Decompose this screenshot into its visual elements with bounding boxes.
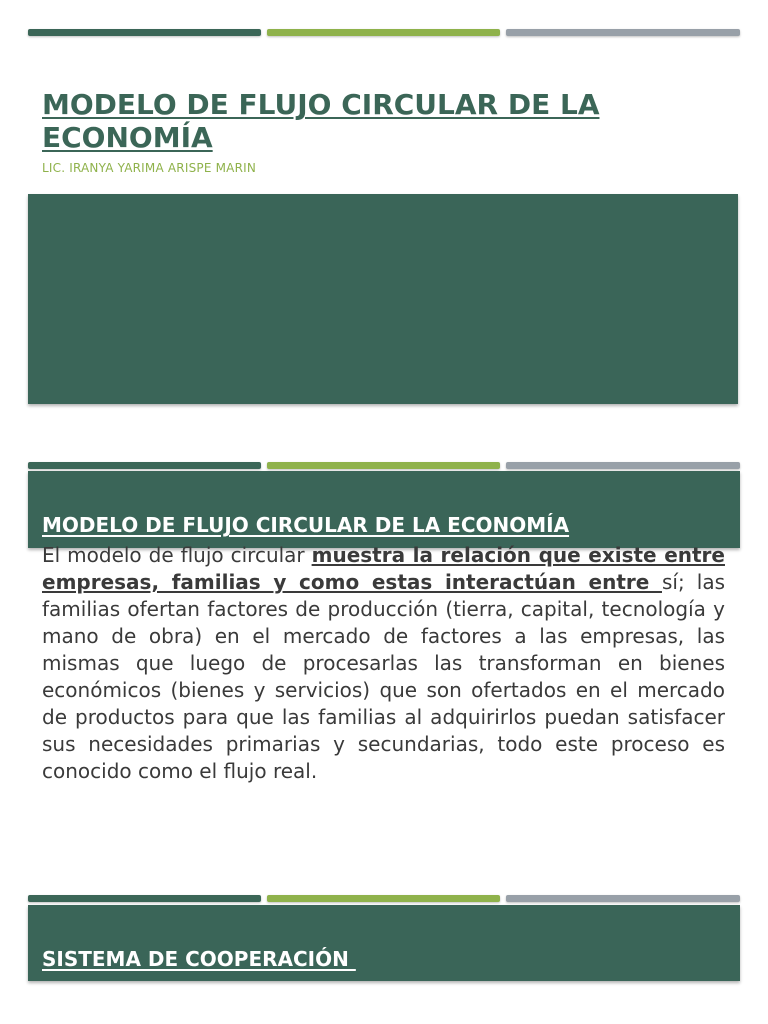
accent-bar-light-green bbox=[267, 462, 500, 469]
accent-bar-dark-green bbox=[28, 29, 261, 36]
accent-bar-gray bbox=[506, 895, 740, 902]
paragraph-rest: sí; las familias ofertan factores de producción (tierra, capital, tecnología y mano de obra) en el mercado de factores a las empresas, las mismas que luego de procesarlas las transforman en bienes económicos (bienes y servicios) que son ofertados en el mercado de productos para que las familias al adquirirlos puedan satisfacer sus necesidades primarias y secundarias, todo este proceso es conocido como el flujo real. bbox=[42, 570, 725, 783]
accent-bars-slide-2 bbox=[28, 462, 740, 469]
slide-2-heading: MODELO DE FLUJO CIRCULAR DE LA ECONOMÍA bbox=[42, 513, 570, 537]
slide-2-paragraph bbox=[42, 542, 725, 785]
slide-3-heading: SISTEMA DE COOPERACIÓN bbox=[42, 947, 356, 971]
paragraph-emphasis: muestra la relación que existe entre empresas, familias y como estas interactúan entre bbox=[42, 543, 725, 594]
accent-bar-gray bbox=[506, 462, 740, 469]
slide-1-author: LIC. IRANYA YARIMA ARISPE MARIN bbox=[42, 161, 257, 175]
accent-bars-slide-3 bbox=[28, 895, 740, 902]
accent-bar-light-green bbox=[267, 895, 500, 902]
accent-bar-dark-green bbox=[28, 462, 261, 469]
accent-bars-slide-1 bbox=[28, 29, 740, 36]
accent-bar-gray bbox=[506, 29, 740, 36]
accent-bar-light-green bbox=[267, 29, 500, 36]
slide-1-title: MODELO DE FLUJO CIRCULAR DE LA ECONOMÍA bbox=[42, 88, 600, 154]
paragraph-lead: El modelo de flujo circular bbox=[42, 543, 312, 567]
slide-1-green-panel bbox=[28, 194, 738, 404]
accent-bar-dark-green bbox=[28, 895, 261, 902]
